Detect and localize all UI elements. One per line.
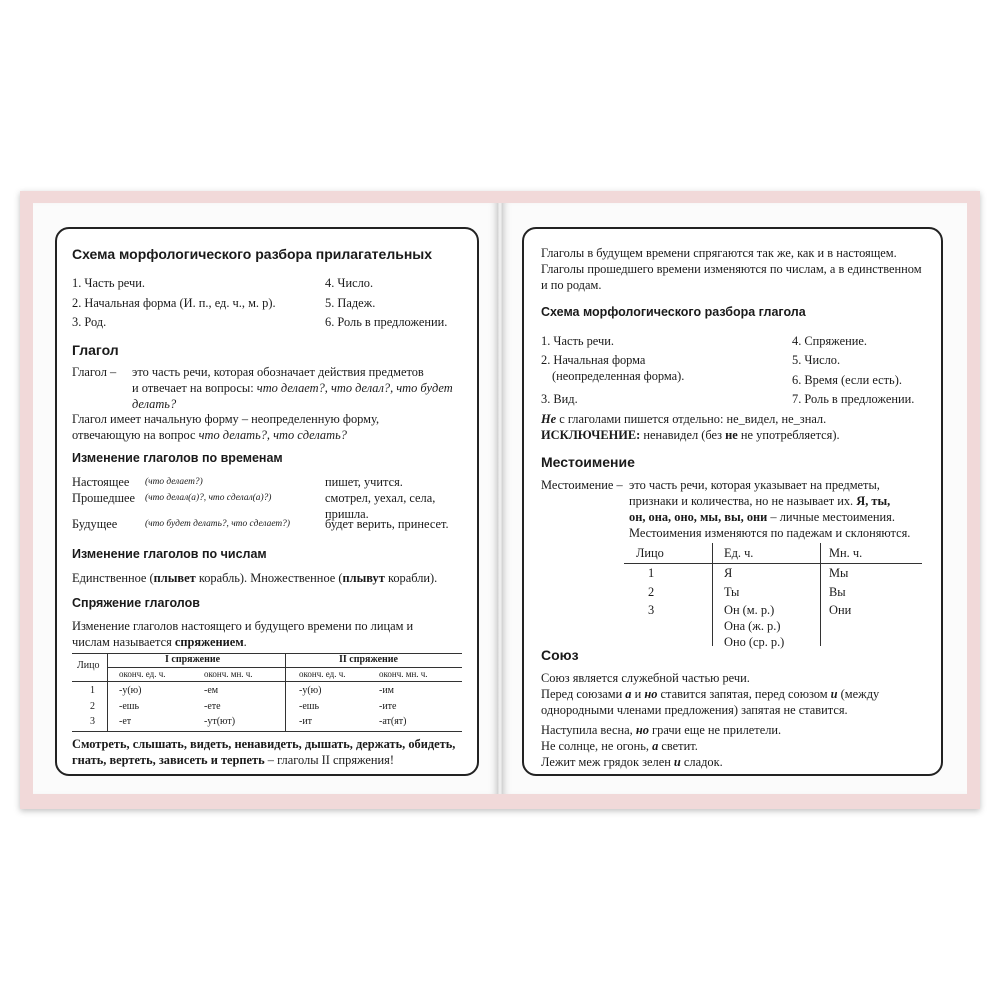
- pronoun-line2-text: признаки и количества, но не называет их.: [629, 494, 857, 508]
- conj-table-sub-2: оконч. мн. ч.: [204, 669, 253, 679]
- conj-table-vrule-1: [107, 653, 108, 731]
- scheme-item-4: 4. Спряжение.: [792, 334, 867, 348]
- union-example-1: [541, 723, 781, 738]
- ptable-header-person: Лицо: [636, 546, 664, 560]
- union-title: Союз: [541, 647, 579, 663]
- left-content-frame: [55, 227, 479, 776]
- scheme-item-1: 1. Часть речи.: [541, 334, 614, 348]
- conj-row-1-c1: -у(ю): [119, 685, 142, 696]
- right-content-frame: [522, 227, 943, 776]
- pronoun-examples-1: Я, ты,: [856, 494, 891, 508]
- exception-label: ИСКЛЮЧЕНИЕ:: [541, 428, 641, 442]
- ptable-row-2-person: 2: [648, 585, 655, 599]
- exceptions-line2: [72, 753, 394, 768]
- intro-line1: Глаголы в будущем времени спрягаются так же, как и в настоящем.: [541, 246, 897, 260]
- conj-row-3-person: 3: [90, 716, 95, 727]
- scheme-item-2-cont: (неопределенная форма).: [552, 369, 685, 383]
- union-line2-a: Перед союзами: [541, 687, 626, 701]
- pronoun-examples-2: он, она, оно, мы, вы, они: [629, 510, 768, 524]
- ptable-vrule-1: [712, 543, 713, 646]
- verb-def-line3: делать?: [132, 397, 177, 411]
- pronoun-line2: [629, 494, 890, 509]
- conj-line2-text: числам называется: [72, 635, 175, 649]
- conjugation-title: Спряжение глаголов: [72, 596, 200, 610]
- ex3-union: и: [673, 755, 681, 769]
- conj-table-sub-1: оконч. ед. ч.: [119, 669, 166, 679]
- book-spine: [497, 203, 503, 794]
- adj-item-2: 2. Начальная форма (И. п., ед. ч., м. р).: [72, 296, 276, 310]
- ne-rule: [541, 412, 826, 427]
- conj-table-bottom-rule: [72, 731, 462, 732]
- conj-row-2-person: 2: [90, 701, 95, 712]
- conj-table-group-1: I спряжение: [165, 654, 221, 665]
- scheme-item-2: 2. Начальная форма: [541, 353, 646, 367]
- pronoun-line4: Местоимения изменяются по падежам и склоняются.: [629, 526, 911, 540]
- union-line2-g: (между: [837, 687, 880, 701]
- ex2-union: а: [652, 739, 659, 753]
- adj-item-3: 3. Род.: [72, 315, 107, 329]
- verb-inf-line2: [72, 428, 347, 443]
- tense-present-question: (что делает?): [145, 477, 203, 487]
- exceptions-verbs: гнать, вертеть, зависеть и терпеть: [72, 753, 265, 767]
- ptable-vrule-2: [820, 543, 821, 646]
- verb-questions: что делает?, что делал?, что будет: [256, 381, 453, 395]
- conj-row-2-c4: -ите: [379, 701, 397, 712]
- ne-exception: [541, 428, 840, 443]
- scheme-item-3: 3. Вид.: [541, 392, 578, 406]
- ptable-row-1-person: 1: [648, 566, 655, 580]
- ptable-row-2-plural: Вы: [829, 585, 846, 599]
- conj-period: .: [243, 635, 247, 649]
- ptable-row-3-singular-f: Она (ж. р.): [724, 619, 781, 633]
- numbers-text-e: корабли).: [384, 571, 438, 585]
- tense-past-question: (что делал(а)?, что сделал(а)?): [145, 493, 272, 503]
- pronoun-line1: это часть речи, которая указывает на предметы,: [629, 478, 880, 492]
- verb-def-line2: [132, 381, 453, 396]
- adj-item-6: 6. Роль в предложении.: [325, 315, 448, 329]
- pronoun-line3: [629, 510, 895, 525]
- tenses-title: Изменение глаголов по временам: [72, 451, 283, 465]
- verb-inf-line2-text: отвечающую на вопрос: [72, 428, 199, 442]
- ne-rule-text: с глаголами пишется отдельно: не_видел, не_знал.: [556, 412, 827, 426]
- tense-past-example-2: пришла.: [325, 507, 369, 521]
- ex3-a: Лежит меж грядок зелен: [541, 755, 674, 769]
- numbers-plural-example: плывут: [342, 571, 385, 585]
- conj-row-3-c1: -ет: [119, 716, 132, 727]
- conj-line1: Изменение глаголов настоящего и будущего времени по лицам и: [72, 619, 414, 633]
- ptable-row-1-plural: Мы: [829, 566, 849, 580]
- union-line3: однородными членами предложения) запятая не ставится.: [541, 703, 848, 717]
- numbers-title: Изменение глаголов по числам: [72, 547, 267, 561]
- conj-line2: [72, 635, 247, 650]
- union-line2-e: ставится запятая, перед союзом: [657, 687, 831, 701]
- ex1-c: грачи еще не прилетели.: [648, 723, 782, 737]
- tense-future-question: (что будет делать?, что сделает?): [145, 519, 290, 529]
- ptable-row-2-singular: Ты: [724, 585, 740, 599]
- conj-row-1-c2: -ем: [204, 685, 219, 696]
- ex3-c: сладок.: [680, 755, 723, 769]
- verb-inf-questions: что делать?, что сделать?: [198, 428, 347, 442]
- scheme-item-7: 7. Роль в предложении.: [792, 392, 915, 406]
- verb-scheme-title: Схема морфологического разбора глагола: [541, 305, 806, 319]
- conj-row-2-c1: -ешь: [119, 701, 140, 712]
- union-no: но: [644, 687, 658, 701]
- conj-table-top-rule: [72, 653, 462, 654]
- numbers-text: [72, 571, 437, 586]
- tense-past-example: смотрел, уехал, села,: [325, 491, 436, 505]
- adj-item-1: 1. Часть речи.: [72, 276, 145, 290]
- tense-present-example: пишет, учится.: [325, 475, 403, 489]
- ptable-header-singular: Ед. ч.: [724, 546, 754, 560]
- ne-particle: Не: [541, 412, 557, 426]
- tense-past-name: Прошедшее: [72, 491, 136, 505]
- exceptions-note: – глаголы II спряжения!: [264, 753, 394, 767]
- tense-present-name: Настоящее: [72, 475, 130, 489]
- ex1-a: Наступила весна,: [541, 723, 636, 737]
- pronoun-title: Местоимение: [541, 454, 635, 470]
- verb-def-line2-text: и отвечает на вопросы:: [132, 381, 257, 395]
- conj-table-sub-4: оконч. мн. ч.: [379, 669, 428, 679]
- conj-table-group-rule: [107, 667, 462, 668]
- union-line1: Союз является служебной частью речи.: [541, 671, 750, 685]
- ptable-row-3-plural: Они: [829, 603, 852, 617]
- ptable-header-plural: Мн. ч.: [829, 546, 863, 560]
- numbers-text-a: Единственное (: [72, 571, 154, 585]
- numbers-singular-example: плывет: [153, 571, 196, 585]
- conj-table-group-2: II спряжение: [339, 654, 398, 665]
- adj-item-5: 5. Падеж.: [325, 296, 376, 310]
- union-line2: [541, 687, 879, 702]
- union-i: и: [830, 687, 838, 701]
- conj-row-1-c3: -у(ю): [299, 685, 322, 696]
- numbers-text-c: корабль). Множественное (: [195, 571, 343, 585]
- scheme-item-5: 5. Число.: [792, 353, 841, 367]
- ptable-header-rule: [624, 563, 922, 564]
- pronoun-line3-text: – личные местоимения.: [767, 510, 895, 524]
- verb-inf-line1: Глагол имеет начальную форму – неопределенную форму,: [72, 412, 380, 426]
- union-example-3: [541, 755, 723, 770]
- conj-row-2-c2: -ете: [204, 701, 221, 712]
- conj-table-header-rule: [72, 681, 462, 682]
- conj-table-vrule-2: [285, 653, 286, 731]
- ptable-row-1-singular: Я: [724, 566, 733, 580]
- conj-table-sub-3: оконч. ед. ч.: [299, 669, 346, 679]
- scheme-item-6: 6. Время (если есть).: [792, 373, 902, 387]
- pronoun-term: Местоимение –: [541, 478, 623, 492]
- adjective-scheme-title: Схема морфологического разбора прилагательных: [72, 246, 433, 262]
- intro-line2: Глаголы прошедшего времени изменяются по числам, а в единственном: [541, 262, 922, 276]
- union-example-2: [541, 739, 698, 754]
- verb-section-title: Глагол: [72, 342, 119, 358]
- exception-text-b: ненавидел (без: [640, 428, 726, 442]
- tense-future-example: будет верить, принесет.: [325, 517, 449, 531]
- ex1-union: но: [635, 723, 649, 737]
- union-a: а: [625, 687, 632, 701]
- conj-row-3-c2: -ут(ют): [204, 716, 236, 727]
- ex2-a: Не солнце, не огонь,: [541, 739, 653, 753]
- conj-row-1-person: 1: [90, 685, 95, 696]
- verb-def-line1: это часть речи, которая обозначает действия предметов: [132, 365, 424, 379]
- verb-def-term: Глагол –: [72, 365, 117, 379]
- ptable-row-3-person: 3: [648, 603, 655, 617]
- exception-ne: не: [725, 428, 738, 442]
- exceptions-line1: Смотреть, слышать, видеть, ненавидеть, дышать, держать, обидеть,: [72, 737, 456, 751]
- tense-future-name: Будущее: [72, 517, 118, 531]
- conj-row-2-c3: -ешь: [299, 701, 320, 712]
- ptable-row-3-singular: Он (м. р.): [724, 603, 775, 617]
- conj-row-1-c4: -им: [379, 685, 395, 696]
- adj-item-4: 4. Число.: [325, 276, 374, 290]
- conj-row-3-c3: -ит: [299, 716, 313, 727]
- ptable-row-3-singular-n: Оно (ср. р.): [724, 635, 785, 649]
- union-line2-c: и: [631, 687, 645, 701]
- intro-line3: и по родам.: [541, 278, 602, 292]
- ex2-c: светит.: [658, 739, 698, 753]
- exception-text-d: не употребляется).: [737, 428, 840, 442]
- conj-table-person-header: Лицо: [77, 660, 100, 671]
- conj-term: спряжением: [174, 635, 244, 649]
- conj-row-3-c4: -ат(ят): [379, 716, 407, 727]
